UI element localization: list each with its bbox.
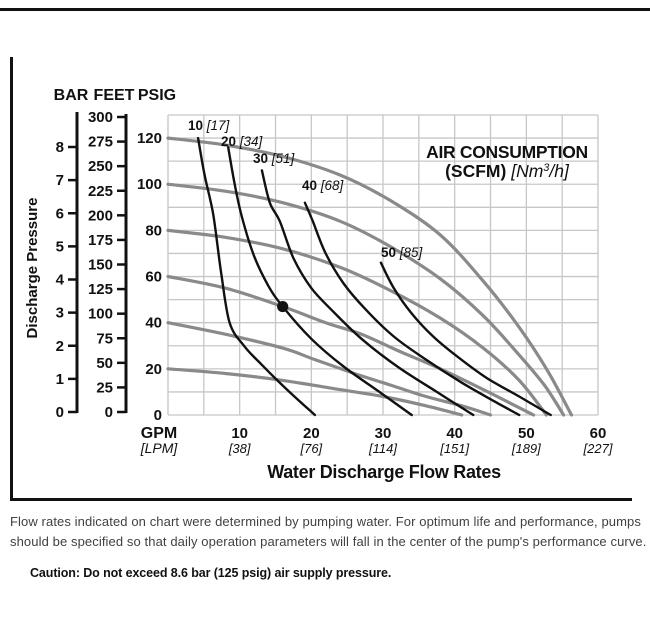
svg-text:60: 60 <box>589 425 607 442</box>
svg-text:100: 100 <box>87 305 113 323</box>
svg-text:150: 150 <box>87 256 113 274</box>
air-curve-label-50: 50 [85] <box>381 245 423 260</box>
svg-text:20: 20 <box>145 360 162 378</box>
air-consumption-title <box>426 142 588 181</box>
svg-text:40: 40 <box>446 425 464 442</box>
svg-text:[189]: [189] <box>511 441 541 456</box>
feet-axis-header: FEET <box>93 87 135 104</box>
feet-axis <box>88 87 135 421</box>
svg-text:80: 80 <box>145 222 162 240</box>
svg-text:50: 50 <box>517 425 535 442</box>
footnote-line-2: should be specified so that daily operation parameters will fall in the center of the pump's performance curve. <box>10 534 647 549</box>
svg-text:2: 2 <box>55 337 64 355</box>
svg-text:50: 50 <box>96 354 113 372</box>
air-curve-label-30: 30 [51] <box>253 151 295 166</box>
y-axis-title: Discharge Pressure <box>24 197 41 339</box>
svg-text:120: 120 <box>136 130 162 148</box>
svg-text:250: 250 <box>87 158 113 176</box>
footnote-line-1: Flow rates indicated on chart were determined by pumping water. For optimum life and performance, pumps <box>10 514 641 529</box>
svg-text:6: 6 <box>55 205 64 223</box>
x-axis-labels <box>140 425 613 482</box>
psig-axis-header: PSIG <box>137 87 177 104</box>
svg-text:225: 225 <box>87 182 113 200</box>
svg-text:[38]: [38] <box>228 441 251 456</box>
svg-text:60: 60 <box>145 268 162 286</box>
air-curve-label-10: 10 [17] <box>188 118 230 133</box>
bar-axis-header: BAR <box>53 87 89 104</box>
svg-text:40: 40 <box>145 314 162 332</box>
air-curve-label-40: 40 [68] <box>302 178 344 193</box>
operating-point-dot <box>277 301 288 312</box>
svg-text:[151]: [151] <box>440 441 470 456</box>
air-curve-label-20: 20 [34] <box>221 134 263 149</box>
air-title-line2: (SCFM) [Nm$^3$/h] <box>445 161 569 181</box>
svg-text:4: 4 <box>55 271 64 289</box>
svg-text:5: 5 <box>55 238 64 256</box>
svg-text:175: 175 <box>87 231 113 249</box>
svg-text:125: 125 <box>87 281 113 299</box>
svg-text:[114]: [114] <box>369 441 397 456</box>
svg-text:0: 0 <box>104 404 113 421</box>
svg-text:75: 75 <box>96 330 113 348</box>
svg-text:7: 7 <box>55 172 64 190</box>
svg-text:300: 300 <box>87 109 113 127</box>
svg-text:3: 3 <box>55 304 64 322</box>
bar-axis <box>54 87 89 421</box>
svg-text:8: 8 <box>55 139 64 156</box>
air-title-line1: AIR CONSUMPTION <box>426 142 588 162</box>
svg-text:100: 100 <box>136 176 162 194</box>
svg-text:1: 1 <box>55 370 64 388</box>
svg-text:[76]: [76] <box>300 441 323 456</box>
svg-text:0: 0 <box>153 407 162 424</box>
x-axis-unit-gpm: GPM <box>140 425 178 442</box>
svg-text:200: 200 <box>87 207 113 225</box>
svg-text:0: 0 <box>55 404 64 421</box>
x-axis-title: Water Discharge Flow Rates <box>267 462 501 482</box>
air-curve-40scfm <box>305 203 519 415</box>
x-axis-unit-lpm: [LPM] <box>140 440 178 456</box>
svg-text:275: 275 <box>87 133 113 151</box>
svg-text:30: 30 <box>374 425 392 442</box>
svg-text:10: 10 <box>231 425 249 442</box>
svg-text:[227]: [227] <box>583 441 613 456</box>
caution-note: Caution: Do not exceed 8.6 bar (125 psig) air supply pressure. <box>30 566 392 580</box>
svg-text:20: 20 <box>302 425 320 442</box>
svg-text:25: 25 <box>96 379 113 397</box>
air-curve-labels <box>188 118 424 260</box>
